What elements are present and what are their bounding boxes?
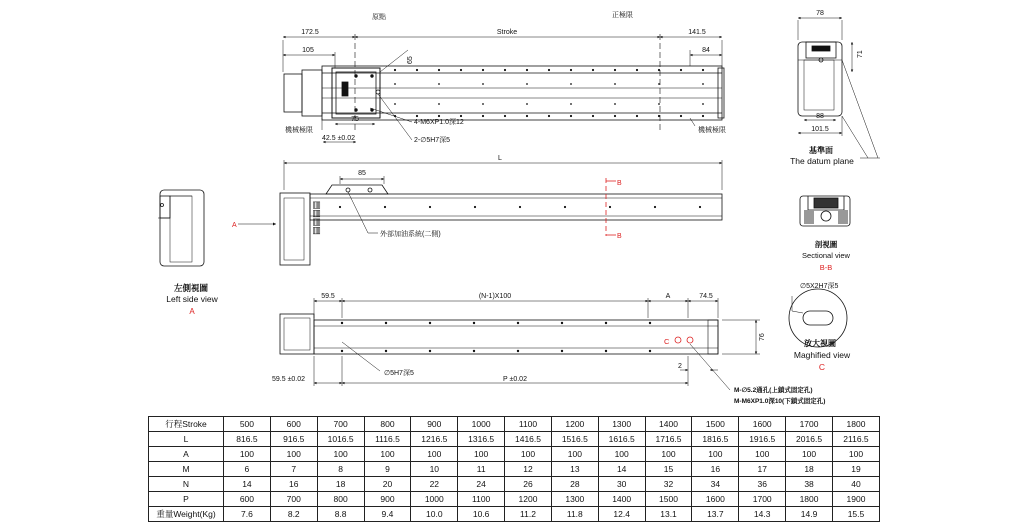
table-cell: 600 <box>270 417 317 432</box>
table-cell: 1600 <box>692 492 739 507</box>
row-header: M <box>149 462 224 477</box>
dim-105: 105 <box>302 47 314 54</box>
table-cell: 9.4 <box>364 507 411 522</box>
table-cell: 100 <box>411 447 458 462</box>
table-cell: 14.9 <box>786 507 833 522</box>
table-row <box>149 507 880 522</box>
mounting-hole <box>570 115 572 117</box>
left-side-view <box>158 190 204 266</box>
table-row <box>149 417 880 432</box>
mounting-hole <box>592 69 594 71</box>
dim-2: 2 <box>678 363 682 370</box>
table-cell: 26 <box>505 477 552 492</box>
mounting-hole <box>548 115 550 117</box>
side-view-holes <box>339 206 701 208</box>
table-cell: 1116.5 <box>364 432 411 447</box>
magnified-tag: C <box>818 362 826 372</box>
left-view-tag: A <box>189 307 195 316</box>
table-cell: 20 <box>364 477 411 492</box>
table-cell: 12 <box>505 462 552 477</box>
table-cell: 100 <box>645 447 692 462</box>
pin-holes-label: 2-∅5H7深5 <box>414 137 451 144</box>
dim-65: 65 <box>407 56 414 64</box>
top-view-holes <box>394 69 704 117</box>
mounting-hole <box>702 115 704 117</box>
row-header: P <box>149 492 224 507</box>
mounting-hole <box>339 206 341 208</box>
table-cell: 500 <box>224 417 271 432</box>
dim-74-5: 74.5 <box>699 293 713 300</box>
table-cell: 100 <box>270 447 317 462</box>
mounting-hole <box>570 103 572 105</box>
mounting-hole <box>504 115 506 117</box>
table-cell: 100 <box>317 447 364 462</box>
origin-label: 原點 <box>372 14 386 21</box>
mounting-hole <box>570 83 572 85</box>
table-cell: 100 <box>551 447 598 462</box>
mounting-hole <box>636 115 638 117</box>
magnified-title: 放大視圖 <box>804 339 836 348</box>
dim-172-5: 172.5 <box>301 29 319 36</box>
table-cell: 916.5 <box>270 432 317 447</box>
positive-limit-label: 正極限 <box>612 12 633 19</box>
table-cell: 28 <box>551 477 598 492</box>
mounting-hole <box>526 83 528 85</box>
table-cell: 8.8 <box>317 507 364 522</box>
dim-75: 75 <box>351 116 359 123</box>
mounting-hole <box>394 69 396 71</box>
mounting-hole <box>526 69 528 71</box>
mounting-hole <box>654 206 656 208</box>
mounting-hole <box>482 83 484 85</box>
mounting-hole <box>658 69 660 71</box>
table-cell: 900 <box>364 492 411 507</box>
table-cell: 700 <box>317 417 364 432</box>
dim-101-5: 101.5 <box>811 126 829 133</box>
mounting-hole <box>517 322 519 324</box>
mounting-hole <box>341 350 343 352</box>
dim-42-5: 42.5 ±0.02 <box>322 135 356 142</box>
table-cell: 8 <box>317 462 364 477</box>
table-cell: 14 <box>598 462 645 477</box>
mounting-hole <box>504 69 506 71</box>
table-cell: 11 <box>458 462 505 477</box>
table-cell: 14.3 <box>739 507 786 522</box>
table-cell: 100 <box>786 447 833 462</box>
table-cell: 1700 <box>739 492 786 507</box>
table-cell: 13.7 <box>692 507 739 522</box>
mounting-hole <box>429 350 431 352</box>
mounting-hole <box>548 69 550 71</box>
table-cell: 30 <box>598 477 645 492</box>
table-cell: 100 <box>364 447 411 462</box>
table-cell: 800 <box>317 492 364 507</box>
dim-n1: (N-1)X100 <box>478 293 512 300</box>
table-cell: 1800 <box>786 492 833 507</box>
table-cell: 1200 <box>505 492 552 507</box>
row-header: N <box>149 477 224 492</box>
dim-78: 78 <box>816 10 824 17</box>
table-cell: 1500 <box>645 492 692 507</box>
table-cell: 1100 <box>505 417 552 432</box>
mounting-hole <box>702 83 704 85</box>
mounting-hole <box>702 103 704 105</box>
table-cell: 17 <box>739 462 786 477</box>
view-marker-a: A <box>232 222 237 229</box>
mounting-hole <box>394 115 396 117</box>
table-cell: 1000 <box>411 492 458 507</box>
table-cell: 1616.5 <box>598 432 645 447</box>
table-cell: 1316.5 <box>458 432 505 447</box>
dim-59-5-tol: 59.5 ±0.02 <box>272 376 306 383</box>
mounting-hole <box>474 206 476 208</box>
section-mark-top: B <box>617 180 622 187</box>
brand-mark: ▤▤▤▤ <box>311 200 321 235</box>
table-cell: 24 <box>458 477 505 492</box>
mounting-hole <box>526 103 528 105</box>
table-row <box>149 432 880 447</box>
mounting-hole <box>614 83 616 85</box>
spec-table-body <box>149 417 880 522</box>
table-row <box>149 477 880 492</box>
table-cell: 13 <box>551 462 598 477</box>
table-cell: 1716.5 <box>645 432 692 447</box>
mounting-hole <box>460 69 462 71</box>
table-cell: 16 <box>692 462 739 477</box>
table-cell: 1600 <box>739 417 786 432</box>
mounting-hole <box>605 322 607 324</box>
dim-88: 88 <box>816 113 824 120</box>
table-cell: 800 <box>364 417 411 432</box>
table-cell: 38 <box>786 477 833 492</box>
table-cell: 11.2 <box>505 507 552 522</box>
table-cell: 1100 <box>458 492 505 507</box>
table-cell: 2016.5 <box>786 432 833 447</box>
mounting-hole <box>526 115 528 117</box>
mounting-hole <box>517 350 519 352</box>
table-cell: 1700 <box>786 417 833 432</box>
mounting-hole <box>614 115 616 117</box>
dim-85: 85 <box>358 170 366 177</box>
mounting-hole <box>658 103 660 105</box>
mounting-hole <box>429 322 431 324</box>
end-view <box>798 18 880 158</box>
table-cell: 1216.5 <box>411 432 458 447</box>
table-cell: 10.6 <box>458 507 505 522</box>
table-cell: 100 <box>692 447 739 462</box>
mounting-hole <box>416 69 418 71</box>
section-view <box>800 196 850 226</box>
m-holes-bottom: M-M6XP1.0深10(下鎖式固定孔) <box>734 398 826 405</box>
mounting-hole <box>438 103 440 105</box>
table-cell: 1200 <box>551 417 598 432</box>
section-view-subtitle: Sectional view <box>802 251 850 260</box>
mounting-hole <box>482 115 484 117</box>
mounting-hole <box>482 103 484 105</box>
table-cell: 600 <box>224 492 271 507</box>
table-cell: 100 <box>739 447 786 462</box>
mounting-hole <box>702 69 704 71</box>
mounting-hole <box>680 115 682 117</box>
table-cell: 1916.5 <box>739 432 786 447</box>
bottom-view-holes <box>341 322 651 352</box>
datum-subtitle: The datum plane <box>790 156 854 166</box>
table-cell: 22 <box>411 477 458 492</box>
table-cell: 36 <box>739 477 786 492</box>
mounting-hole <box>561 350 563 352</box>
table-cell: 6 <box>224 462 271 477</box>
table-cell: 1300 <box>598 417 645 432</box>
mounting-hole <box>570 69 572 71</box>
row-header: 行程Stroke <box>149 417 224 432</box>
table-cell: 1000 <box>458 417 505 432</box>
mounting-hole <box>460 115 462 117</box>
table-cell: 10.0 <box>411 507 458 522</box>
table-cell: 2116.5 <box>832 432 879 447</box>
section-mark-bottom: B <box>617 233 622 240</box>
table-cell: 34 <box>692 477 739 492</box>
mounting-hole <box>438 115 440 117</box>
section-view-title: 剖視圖 <box>814 240 838 249</box>
table-cell: 15 <box>645 462 692 477</box>
mounting-hole <box>699 206 701 208</box>
mounting-hole <box>649 350 651 352</box>
mounting-hole <box>438 83 440 85</box>
table-cell: 816.5 <box>224 432 271 447</box>
m-holes-top: M-∅5.2通孔(上鎖式固定孔) <box>734 387 813 394</box>
mounting-hole <box>385 350 387 352</box>
dim-76: 76 <box>759 333 766 341</box>
table-cell: 9 <box>364 462 411 477</box>
mounting-hole <box>605 350 607 352</box>
mech-limit-right: 機械極限 <box>698 127 726 134</box>
table-cell: 32 <box>645 477 692 492</box>
table-cell: 1016.5 <box>317 432 364 447</box>
table-cell: 1416.5 <box>505 432 552 447</box>
mounting-hole <box>429 206 431 208</box>
mounting-hole <box>564 206 566 208</box>
table-cell: 1500 <box>692 417 739 432</box>
mounting-hole <box>394 83 396 85</box>
table-cell: 8.2 <box>270 507 317 522</box>
table-cell: 100 <box>458 447 505 462</box>
spec-table <box>148 416 880 522</box>
mounting-hole <box>609 206 611 208</box>
tapped-holes-label: 4-M6XP1.0深12 <box>414 119 464 126</box>
detail-tag-c: C <box>664 337 670 346</box>
lube-label: 外部加油系統(二側) <box>380 231 441 238</box>
mounting-hole <box>680 69 682 71</box>
mounting-hole <box>394 103 396 105</box>
table-cell: 100 <box>598 447 645 462</box>
table-cell: 100 <box>832 447 879 462</box>
table-cell: 18 <box>317 477 364 492</box>
mounting-hole <box>592 115 594 117</box>
table-cell: 13.1 <box>645 507 692 522</box>
dim-141-5: 141.5 <box>688 29 706 36</box>
table-cell: 40 <box>832 477 879 492</box>
table-cell: 1300 <box>551 492 598 507</box>
table-cell: 1800 <box>832 417 879 432</box>
detail-hole-ring <box>687 337 693 343</box>
mounting-hole <box>519 206 521 208</box>
table-cell: 100 <box>505 447 552 462</box>
table-cell: 15.5 <box>832 507 879 522</box>
mounting-hole <box>384 206 386 208</box>
table-cell: 1900 <box>832 492 879 507</box>
table-cell: 7.6 <box>224 507 271 522</box>
dim-84: 84 <box>702 47 710 54</box>
table-cell: 100 <box>224 447 271 462</box>
table-cell: 16 <box>270 477 317 492</box>
table-cell: 700 <box>270 492 317 507</box>
slot-label: ∅5X2H7深5 <box>800 283 839 290</box>
table-cell: 11.8 <box>551 507 598 522</box>
table-cell: 1816.5 <box>692 432 739 447</box>
mounting-hole <box>438 69 440 71</box>
dim-71: 71 <box>857 50 864 58</box>
row-header: 重量Weight(Kg) <box>149 507 224 522</box>
mounting-hole <box>473 350 475 352</box>
mech-limit-left: 機械極限 <box>285 127 313 134</box>
mounting-hole <box>636 69 638 71</box>
stroke-label: Stroke <box>496 29 518 36</box>
table-cell: 14 <box>224 477 271 492</box>
table-cell: 7 <box>270 462 317 477</box>
dim-P: P ±0.02 <box>503 376 527 383</box>
mounting-hole <box>614 103 616 105</box>
table-cell: 1516.5 <box>551 432 598 447</box>
mounting-hole <box>482 69 484 71</box>
table-row <box>149 462 880 477</box>
row-header: A <box>149 447 224 462</box>
table-cell: 10 <box>411 462 458 477</box>
datum-title: 基準面 <box>809 146 833 155</box>
dim-59-5: 59.5 <box>321 293 335 300</box>
table-cell: 900 <box>411 417 458 432</box>
detail-circle-c <box>675 337 681 343</box>
row-header: L <box>149 432 224 447</box>
magnified-subtitle: Maghified view <box>793 350 851 360</box>
table-cell: 1400 <box>645 417 692 432</box>
top-view <box>283 34 724 142</box>
mounting-hole <box>341 322 343 324</box>
dim-A: A <box>665 293 671 300</box>
table-row <box>149 447 880 462</box>
mounting-hole <box>561 322 563 324</box>
table-cell: 1400 <box>598 492 645 507</box>
mounting-hole <box>658 115 660 117</box>
table-cell: 12.4 <box>598 507 645 522</box>
dim-L: L <box>498 155 502 162</box>
mounting-hole <box>385 322 387 324</box>
table-cell: 18 <box>786 462 833 477</box>
pin-hole-label: ∅5H7深5 <box>384 370 414 377</box>
mounting-hole <box>473 322 475 324</box>
left-view-title: 左側視圖 <box>173 283 209 293</box>
table-row <box>149 492 880 507</box>
mounting-hole <box>614 69 616 71</box>
mounting-hole <box>658 83 660 85</box>
section-view-tag: B-B <box>819 263 833 272</box>
table-cell: 19 <box>832 462 879 477</box>
mounting-hole <box>416 115 418 117</box>
left-view-subtitle: Left side view <box>166 294 218 304</box>
mounting-hole <box>649 322 651 324</box>
